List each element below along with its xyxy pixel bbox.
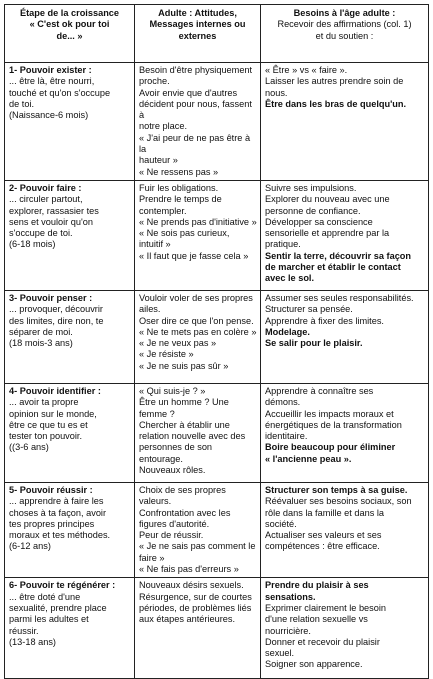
cell-line: Confrontation avec les	[139, 507, 231, 518]
cell-line: explorer, rassasier tes	[9, 205, 99, 216]
cell-line: Choix de ses propres valeurs.	[139, 484, 226, 507]
cell-line: s'occupe de toi.	[9, 228, 73, 239]
stage-cell	[5, 290, 135, 383]
cell-line: Explorer du nouveau avec une	[265, 194, 390, 205]
stage-cell	[5, 180, 135, 290]
table-row	[5, 482, 429, 577]
cell-line: avec le sol.	[265, 273, 315, 284]
cell-line: Oser dire ce que l'on pense.	[139, 315, 254, 326]
cell-line: Soigner son apparence.	[265, 659, 363, 670]
table-body	[5, 63, 429, 679]
header-line: de... »	[56, 30, 83, 41]
cell-line: Apprendre à fixer des limites.	[265, 315, 384, 326]
cell-line: Modelage.	[265, 326, 310, 337]
cell-line: « Ne te mets pas en colère »	[139, 326, 257, 337]
cell-line: Avoir envie que d'autres	[139, 87, 238, 98]
cell-line: Résurgence, sur de courtes	[139, 591, 252, 602]
cell-line: « Être » vs « faire ».	[265, 65, 348, 75]
cell-line: faire »	[139, 552, 165, 563]
header-line: et du soutien :	[315, 30, 374, 41]
cell-line: Chercher à établir une	[139, 419, 230, 430]
cell-line: Apprendre à connaître ses	[265, 385, 374, 396]
cell-line: nous.	[265, 87, 288, 98]
cell-line: décident pour nous, fassent à	[139, 98, 252, 121]
cell-line: ... être là, être nourri,	[9, 76, 95, 87]
adult-cell	[135, 180, 261, 290]
cell-line: hauteur »	[139, 155, 178, 166]
cell-line: Peur de réussir.	[139, 530, 204, 541]
cell-line: « Je résiste »	[139, 349, 194, 360]
cell-line: contempler.	[139, 205, 187, 216]
header-stage	[5, 5, 135, 63]
header-line: Étape de la croissance	[19, 8, 120, 18]
cell-line: « J'ai peur de ne pas être à la	[139, 132, 251, 155]
stage-cell	[5, 482, 135, 577]
cell-line: réussir.	[9, 625, 39, 636]
cell-line: « Ne prends pas d'initiative »	[139, 216, 257, 227]
adult-cell	[135, 290, 261, 383]
header-adult	[135, 5, 261, 63]
cell-line: de marcher et établir le contact	[265, 262, 401, 273]
growth-stages-document	[4, 4, 428, 670]
cell-line: Se salir pour le plaisir.	[265, 338, 363, 349]
cell-line: Structurer sa pensée.	[265, 304, 353, 315]
cell-line: femme ?	[139, 408, 175, 419]
table-row	[5, 578, 429, 679]
needs-cell	[261, 180, 429, 290]
cell-line: 3- Pouvoir penser :	[9, 292, 93, 303]
cell-line: être ce que tu es et	[9, 419, 88, 430]
cell-line: Nouveaux désirs sexuels.	[139, 580, 244, 591]
header-needs	[261, 5, 429, 63]
cell-line: Prendre le temps de	[139, 194, 222, 205]
cell-line: tester ton pouvoir.	[9, 431, 83, 442]
cell-line: compétences : être efficace.	[265, 541, 380, 552]
adult-cell	[135, 383, 261, 482]
adult-cell	[135, 63, 261, 181]
cell-line: personnes de son entourage.	[139, 442, 213, 464]
cell-line: touché et qu'on s'occupe	[9, 87, 111, 98]
cell-line: Fuir les obligations.	[139, 182, 219, 193]
cell-line: périodes, de problèmes liés	[139, 602, 252, 613]
cell-line: « l'ancienne peau ».	[265, 453, 352, 464]
header-line: « C'est ok pour toi	[29, 19, 110, 30]
cell-line: « Je ne veux pas »	[139, 338, 217, 349]
cell-line: ... apprendre à faire les	[9, 496, 104, 507]
cell-line: moraux et tes méthodes.	[9, 530, 111, 541]
cell-line: Boire beaucoup pour éliminer	[265, 442, 396, 453]
cell-line: Être dans les bras de quelqu'un.	[265, 98, 407, 109]
needs-cell	[261, 383, 429, 482]
cell-line: Structurer son temps à sa guise.	[265, 484, 408, 495]
cell-line: Laisser les autres prendre soin de	[265, 76, 404, 87]
cell-line: ((3-6 ans)	[9, 442, 49, 453]
table-row	[5, 180, 429, 290]
cell-line: de toi.	[9, 98, 35, 109]
adult-cell	[135, 482, 261, 577]
cell-line: Nouveaux rôles.	[139, 465, 206, 476]
cell-line: proche.	[139, 76, 170, 87]
table-row	[5, 290, 429, 383]
cell-line: (6-12 ans)	[9, 541, 51, 552]
header-line: Messages internes ou	[149, 19, 246, 30]
cell-line: Prendre du plaisir à ses	[265, 580, 369, 591]
cell-line: ... être doté d'une	[9, 591, 81, 602]
cell-line: ... provoquer, découvrir	[9, 304, 103, 315]
cell-line: « Qui suis-je ? »	[139, 385, 206, 396]
needs-cell	[261, 578, 429, 679]
cell-line: séparer de moi.	[9, 326, 73, 337]
cell-line: société.	[265, 518, 297, 529]
cell-line: sensations.	[265, 591, 316, 602]
cell-line: Sentir la terre, découvrir sa façon	[265, 250, 412, 261]
header-line: Besoins à l'âge adulte :	[293, 8, 396, 18]
cell-line: Être un homme ? Une	[139, 397, 229, 408]
cell-line: figures d'autorité.	[139, 518, 210, 529]
cell-line: Assumer ses seules responsabilités.	[265, 292, 414, 303]
cell-line: 2- Pouvoir faire :	[9, 182, 82, 193]
cell-line: sexualité, prendre place	[9, 602, 107, 613]
cell-line: opinion sur le monde,	[9, 408, 97, 419]
cell-line: intuitif »	[139, 239, 171, 250]
cell-line: 6- Pouvoir te régénérer :	[9, 580, 116, 591]
cell-line: « Ne fais pas d'erreurs »	[139, 564, 239, 575]
adult-cell	[135, 578, 261, 679]
cell-line: Accueillir les impacts moraux et	[265, 408, 394, 419]
cell-line: aux étapes antérieures.	[139, 614, 236, 625]
cell-line: pratique.	[265, 239, 301, 250]
needs-cell	[261, 482, 429, 577]
cell-line: sens et vouloir qu'on	[9, 216, 93, 227]
cell-line: « Je ne sais pas comment le	[139, 541, 256, 552]
cell-line: 1- Pouvoir exister :	[9, 65, 92, 75]
header-line: Recevoir des affirmations (col. 1)	[277, 19, 412, 30]
cell-line: (Naissance-6 mois)	[9, 110, 89, 121]
cell-line: Besoin d'être physiquement	[139, 65, 253, 75]
growth-stages-table	[4, 4, 429, 679]
cell-line: choses à ta façon, avoir	[9, 507, 107, 518]
cell-line: Suivre ses impulsions.	[265, 182, 357, 193]
header-line: externes	[178, 30, 217, 41]
cell-line: Vouloir voler de ses propres	[139, 292, 253, 303]
table-row	[5, 63, 429, 181]
cell-line: sexuel.	[265, 648, 295, 659]
needs-cell	[261, 290, 429, 383]
needs-cell	[261, 63, 429, 181]
cell-line: 4- Pouvoir identifier :	[9, 385, 101, 396]
cell-line: rôle dans la famille et dans la	[265, 507, 384, 518]
cell-line: « Ne sois pas curieux,	[139, 228, 230, 239]
header-line: Adulte : Attitudes,	[158, 8, 237, 18]
cell-line: Développer sa conscience	[265, 216, 373, 227]
cell-line: des limites, dire non, te	[9, 315, 104, 326]
cell-line: ... circuler partout,	[9, 194, 83, 205]
cell-line: personne de confiance.	[265, 205, 361, 216]
table-row	[5, 383, 429, 482]
cell-line: « Il faut que je fasse cela »	[139, 250, 249, 261]
cell-line: (6-18 mois)	[9, 239, 56, 250]
cell-line: Donner et recevoir du plaisir	[265, 636, 380, 647]
cell-line: sensorielle et apprendre par la	[265, 228, 390, 239]
cell-line: notre place.	[139, 121, 188, 132]
cell-line: Exprimer clairement le besoin	[265, 602, 387, 613]
cell-line: (18 mois-3 ans)	[9, 338, 73, 349]
cell-line: énergétiques de la transformation	[265, 419, 402, 430]
cell-line: d'une relation sexuelle vs	[265, 614, 368, 625]
cell-line: tes propres principes	[9, 518, 95, 529]
cell-line: « Je ne suis pas sûr »	[139, 360, 229, 371]
stage-cell	[5, 63, 135, 181]
cell-line: démons.	[265, 397, 301, 408]
stage-cell	[5, 383, 135, 482]
cell-line: relation nouvelle avec des	[139, 431, 246, 442]
cell-line: Actualiser ses valeurs et ses	[265, 530, 382, 541]
cell-line: ailes.	[139, 304, 161, 315]
cell-line: nourricière.	[265, 625, 311, 636]
stage-cell	[5, 578, 135, 679]
cell-line: 5- Pouvoir réussir :	[9, 484, 93, 495]
cell-line: ... avoir ta propre	[9, 397, 79, 408]
cell-line: parmi les adultes et	[9, 614, 89, 625]
header-row	[5, 5, 429, 63]
cell-line: (13-18 ans)	[9, 636, 56, 647]
cell-line: Réévaluer ses besoins sociaux, son	[265, 496, 412, 507]
cell-line: « Ne ressens pas »	[139, 166, 219, 177]
cell-line: identitaire.	[265, 431, 308, 442]
